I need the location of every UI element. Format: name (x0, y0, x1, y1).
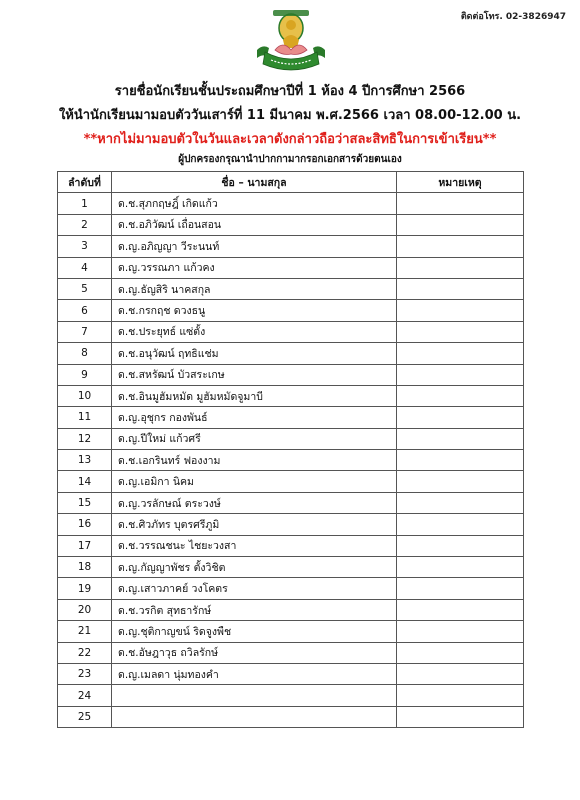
table-row (58, 193, 524, 214)
student-name: ด.ช.สุภกฤษฎิ์ เกิดแก้ว (112, 193, 397, 214)
student-name: ด.ญ.ปีใหม่ แก้วศรี (112, 428, 397, 449)
table-row (58, 321, 524, 342)
row-number: 11 (58, 407, 112, 428)
student-name: ด.ช.วรกิต สุทธารักษ์ (112, 599, 397, 620)
table-row (58, 599, 524, 620)
header-note: หมายเหตุ (397, 172, 524, 193)
row-note (397, 599, 524, 620)
table-row (58, 214, 524, 235)
row-number: 24 (58, 685, 112, 706)
row-number: 1 (58, 193, 112, 214)
row-note (397, 642, 524, 663)
header-number: ลำดับที่ (58, 172, 112, 193)
row-note (397, 621, 524, 642)
student-name: ด.ญ.เสาวภาคย์ วงโคตร (112, 578, 397, 599)
row-number: 20 (58, 599, 112, 620)
row-note (397, 578, 524, 599)
student-name: ด.ญ.เอมิกา นิคม (112, 471, 397, 492)
row-number: 2 (58, 214, 112, 235)
table-row (58, 450, 524, 471)
document-title: รายชื่อนักเรียนชั้นประถมศึกษาปีที่ 1 ห้อง 4 ปีการศึกษา 2566 (114, 84, 466, 99)
table-row (58, 343, 524, 364)
student-name: ด.ญ.วรรณภา แก้วคง (112, 257, 397, 278)
student-name: ด.ช.อัษฎาวุธ ถวิลรักษ์ (112, 642, 397, 663)
row-number: 22 (58, 642, 112, 663)
contact-phone: ติดต่อโทร. 02-3826947 (460, 12, 566, 22)
row-number: 17 (58, 535, 112, 556)
row-note (397, 685, 524, 706)
table-row (58, 257, 524, 278)
row-note (397, 364, 524, 385)
student-name: ด.ช.ศิวภัทร บุตรศรีภูมิ (112, 514, 397, 535)
student-name: ด.ญ.ชุติกาญขน์ ริดจูงพืช (112, 621, 397, 642)
table-row (58, 471, 524, 492)
row-number: 21 (58, 621, 112, 642)
row-number: 25 (58, 706, 112, 727)
row-note (397, 535, 524, 556)
table-row (58, 364, 524, 385)
row-number: 4 (58, 257, 112, 278)
row-number: 13 (58, 450, 112, 471)
row-note (397, 514, 524, 535)
enrollment-date: ให้นำนักเรียนมามอบตัววันเสาร์ที่ 11 มีนาคม พ.ศ.2566 เวลา 08.00-12.00 น. (58, 108, 522, 123)
guardian-note: ผู้ปกครองกรุณานำปากกามากรอกเอกสารด้วยตนเอง (178, 154, 402, 165)
row-note (397, 385, 524, 406)
table-row (58, 236, 524, 257)
row-number: 14 (58, 471, 112, 492)
student-name: ด.ช.วรรณชนะ ไชยะวงสา (112, 535, 397, 556)
row-note (397, 278, 524, 299)
row-number: 12 (58, 428, 112, 449)
row-number: 7 (58, 321, 112, 342)
row-note (397, 706, 524, 727)
student-name: ด.ช.เอกรินทร์ ฟองงาม (112, 450, 397, 471)
row-note (397, 257, 524, 278)
student-name: ด.ญ.กัญญาพัชร ตั้งวิชิต (112, 557, 397, 578)
table-row (58, 514, 524, 535)
student-name: ด.ช.สหรัฒน์ บัวสระเกษ (112, 364, 397, 385)
row-number: 8 (58, 343, 112, 364)
row-note (397, 450, 524, 471)
table-header-row (58, 172, 524, 193)
table-row (58, 663, 524, 684)
student-name: ด.ญ.อภิญญา วีระนนท์ (112, 236, 397, 257)
student-table (57, 171, 524, 728)
row-number: 9 (58, 364, 112, 385)
row-number: 3 (58, 236, 112, 257)
table-row (58, 578, 524, 599)
row-note (397, 343, 524, 364)
row-note (397, 214, 524, 235)
student-name: ด.ญ.วรลักษณ์ ตระวงษ์ (112, 492, 397, 513)
row-number: 10 (58, 385, 112, 406)
table-row (58, 492, 524, 513)
student-name (112, 706, 397, 727)
student-name: ด.ญ.ธัญสิริ นาคสกุล (112, 278, 397, 299)
row-number: 15 (58, 492, 112, 513)
row-number: 23 (58, 663, 112, 684)
forfeit-warning: **หากไม่มามอบตัวในวันและเวลาดังกล่าวถือว่าสละสิทธิในการเข้าเรียน** (83, 132, 497, 147)
row-note (397, 193, 524, 214)
header-name: ชื่อ – นามสกุล (112, 172, 397, 193)
student-name: ด.ญ.เมลดา นุ่มทองคำ (112, 663, 397, 684)
table-row (58, 428, 524, 449)
row-note (397, 428, 524, 449)
student-name: ด.ช.อภิวัฒน์ เถื่อนสอน (112, 214, 397, 235)
table-row (58, 407, 524, 428)
table-row (58, 706, 524, 727)
student-name: ด.ช.กรกฤช ดวงธนู (112, 300, 397, 321)
table-row (58, 557, 524, 578)
table-row (58, 535, 524, 556)
student-name: ด.ช.ประยุทธ์ แซ่ตั้ง (112, 321, 397, 342)
row-note (397, 663, 524, 684)
student-name: ด.ช.อนุวัฒน์ ฤทธิแช่ม (112, 343, 397, 364)
row-note (397, 321, 524, 342)
row-number: 16 (58, 514, 112, 535)
table-row (58, 278, 524, 299)
row-note (397, 300, 524, 321)
row-note (397, 407, 524, 428)
row-note (397, 236, 524, 257)
row-note (397, 492, 524, 513)
student-name: ด.ญ.อุชุกร กองพันธ์ (112, 407, 397, 428)
row-number: 18 (58, 557, 112, 578)
table-row (58, 300, 524, 321)
row-number: 19 (58, 578, 112, 599)
row-number: 6 (58, 300, 112, 321)
table-row (58, 385, 524, 406)
row-number: 5 (58, 278, 112, 299)
row-note (397, 557, 524, 578)
row-note (397, 471, 524, 492)
student-name (112, 685, 397, 706)
table-row (58, 642, 524, 663)
student-name: ด.ช.อินมูฮัมหมัด มูฮัมหมัดจูมาบี (112, 385, 397, 406)
table-row (58, 621, 524, 642)
table-row (58, 685, 524, 706)
school-emblem-icon (253, 10, 329, 74)
